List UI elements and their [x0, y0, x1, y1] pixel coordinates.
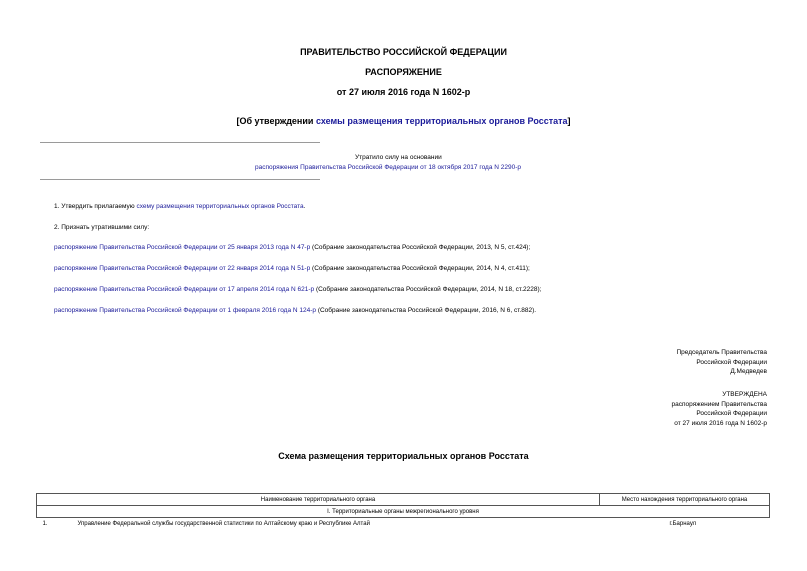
- approval-block: [672, 390, 767, 428]
- divider-top: [40, 142, 320, 143]
- title-link[interactable]: схемы размещения территориальных органов Росстата: [315, 116, 568, 126]
- repealed-item: [54, 286, 541, 293]
- title-bracket-open: [Об утверждении: [236, 116, 316, 126]
- repealed-source: (Собрание законодательства Российской Федерации, 2013, N 5, ст.424);: [310, 244, 531, 251]
- repealed-source: (Собрание законодательства Российской Федерации, 2014, N 18, ст.2228);: [314, 286, 542, 293]
- table-header-row: [37, 494, 770, 506]
- column-header-location: Место нахождения территориального органа: [600, 494, 770, 506]
- scheme-link[interactable]: схему размещения территориальных органов Росстата: [136, 203, 304, 210]
- government-heading: ПРАВИТЕЛЬСТВО РОССИЙСКОЙ ФЕДЕРАЦИИ: [300, 47, 507, 57]
- row-location: г.Барнаул: [669, 520, 697, 527]
- divider-bottom: [40, 179, 320, 180]
- signature-position-2: Российской Федерации: [696, 358, 767, 366]
- title-bracket-close: ]: [567, 116, 571, 126]
- repealed-link[interactable]: распоряжение Правительства Российской Федерации от 1 февраля 2016 года N 124-р: [54, 307, 317, 314]
- repealed-item: [54, 265, 530, 272]
- scheme-title: Схема размещения территориальных органов Росстата: [278, 451, 529, 461]
- status-note-link[interactable]: распоряжения Правительства Российской Федерации от 18 октября 2017 года N 2290-р: [255, 164, 521, 171]
- paragraph-item-1: [54, 203, 305, 210]
- repealed-item: [54, 244, 530, 251]
- table-section-row: [37, 506, 770, 518]
- repealed-item: [54, 307, 536, 314]
- document-type: РАСПОРЯЖЕНИЕ: [365, 67, 442, 77]
- signature-block: [676, 348, 767, 377]
- document-title: [0, 116, 807, 126]
- signature-position: Председатель Правительства: [676, 349, 767, 356]
- approval-heading: УТВЕРЖДЕНА: [722, 391, 767, 398]
- item1-suffix: .: [303, 203, 306, 210]
- paragraph-item-2: 2. Признать утратившими силу:: [54, 224, 150, 231]
- approval-line: Российской Федерации: [696, 410, 767, 417]
- approval-line: распоряжением Правительства: [671, 400, 767, 408]
- table-row: [37, 518, 770, 530]
- repealed-link[interactable]: распоряжение Правительства Российской Федерации от 22 января 2014 года N 51-р: [54, 265, 311, 272]
- item1-prefix: 1. Утвердить прилагаемую: [54, 203, 137, 210]
- row-organ-name: Управление Федеральной службы государственной статистики по Алтайскому краю и Республике Алтай: [77, 520, 370, 527]
- section-heading: I. Территориальные органы межрегионального уровня: [37, 506, 770, 518]
- approval-date: от 27 июля 2016 года N 1602-р: [674, 419, 767, 427]
- repealed-link[interactable]: распоряжение Правительства Российской Федерации от 25 января 2013 года N 47-р: [54, 244, 311, 251]
- scheme-table: [36, 493, 770, 529]
- document-date-number: от 27 июля 2016 года N 1602-р: [336, 87, 471, 97]
- repealed-source: (Собрание законодательства Российской Федерации, 2016, N 6, ст.882).: [316, 307, 537, 314]
- repealed-link[interactable]: распоряжение Правительства Российской Федерации от 17 апреля 2014 года N 621-р: [54, 286, 315, 293]
- signature-name: Д.Медведев: [730, 368, 767, 375]
- status-note-text: Утратило силу на основании: [355, 154, 442, 161]
- row-number: 1.: [42, 520, 48, 527]
- repealed-source: (Собрание законодательства Российской Федерации, 2014, N 4, ст.411);: [310, 265, 530, 272]
- column-header-name: Наименование территориального органа: [37, 494, 600, 506]
